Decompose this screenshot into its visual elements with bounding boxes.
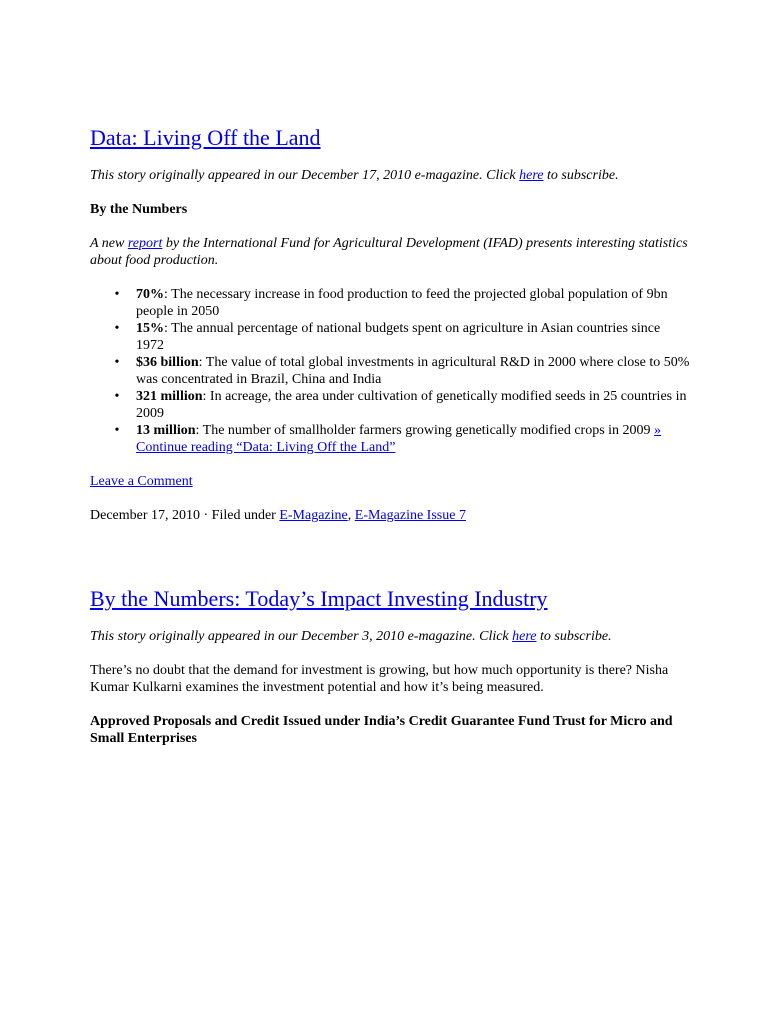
- intro-text: This story originally appeared in our December 17, 2010 e-magazine. Click: [90, 168, 520, 183]
- intro-text: This story originally appeared in our December 3, 2010 e-magazine. Click: [90, 629, 513, 644]
- report-intro-text-end: by the International Fund for Agricultural Development (IFAD) presents interesting statistics about food production.: [90, 236, 688, 268]
- comment-link-row: [90, 473, 690, 490]
- stat-text: : The necessary increase in food production to feed the projected global population of 9bn people in 2050: [136, 287, 668, 319]
- stat-text: : The value of total global investments in agricultural R&D in 2000 where close to 50% was concentrated in Brazil, China and India: [136, 355, 690, 387]
- post-date-filed: December 17, 2010 · Filed under: [90, 508, 280, 523]
- stat-text: : The annual percentage of national budgets spent on agriculture in Asian countries since 1972: [136, 321, 661, 353]
- subscribe-here-link[interactable]: here: [519, 168, 544, 183]
- category-e-magazine-issue-7-link[interactable]: E-Magazine Issue 7: [354, 508, 466, 523]
- section-heading: Approved Proposals and Credit Issued under India’s Credit Guarantee Fund Trust for Micro and Small Enterprises: [90, 714, 673, 746]
- stat-figure: 15%: [136, 321, 164, 336]
- stat-text: : In acreage, the area under cultivation of genetically modified seeds in 25 countries in 2009: [136, 389, 687, 421]
- section-heading: By the Numbers: [90, 202, 188, 217]
- report-intro: [90, 235, 690, 269]
- stat-figure: 70%: [136, 287, 164, 302]
- category-separator: ,: [347, 508, 355, 523]
- stat-figure: 321 million: [136, 389, 203, 404]
- post-data-living-off-the-land: [90, 125, 690, 524]
- bullet-icon: •: [114, 287, 120, 302]
- list-item: [114, 286, 690, 320]
- post-title: [90, 125, 690, 151]
- leave-comment-link[interactable]: Leave a Comment: [90, 474, 193, 489]
- continue-reading-link[interactable]: » Continue reading “Data: Living Off the Land”: [136, 423, 662, 455]
- post-title-link[interactable]: Data: Living Off the Land: [90, 125, 321, 150]
- intro-text-end: to subscribe.: [536, 629, 612, 644]
- bullet-icon: •: [114, 321, 120, 336]
- list-item: [114, 388, 690, 422]
- bullet-icon: •: [114, 423, 120, 438]
- post-meta: [90, 507, 690, 524]
- post-title-link[interactable]: By the Numbers: Today’s Impact Investing Industry: [90, 586, 548, 611]
- post-title: [90, 586, 690, 612]
- subscribe-here-link[interactable]: here: [512, 629, 537, 644]
- post-intro: [90, 628, 690, 645]
- post-intro: [90, 167, 690, 184]
- stat-figure: $36 billion: [136, 355, 199, 370]
- bullet-icon: •: [114, 355, 120, 370]
- post-impact-investing: [90, 586, 690, 747]
- stats-list: [90, 286, 690, 456]
- list-item: [114, 354, 690, 388]
- bullet-icon: •: [114, 389, 120, 404]
- report-link[interactable]: report: [127, 236, 163, 251]
- list-item: [114, 320, 690, 354]
- report-intro-text: A new: [90, 236, 128, 251]
- category-e-magazine-link[interactable]: E-Magazine: [279, 508, 348, 523]
- post-body: There’s no doubt that the demand for investment is growing, but how much opportunity is there? Nisha Kumar Kulkarni examines the investment potential and how it’s being measured.: [90, 663, 669, 695]
- list-item: [114, 422, 690, 456]
- intro-text-end: to subscribe.: [543, 168, 619, 183]
- stat-figure: 13 million: [136, 423, 196, 438]
- stat-text: : The number of smallholder farmers growing genetically modified crops in 2009: [195, 423, 655, 438]
